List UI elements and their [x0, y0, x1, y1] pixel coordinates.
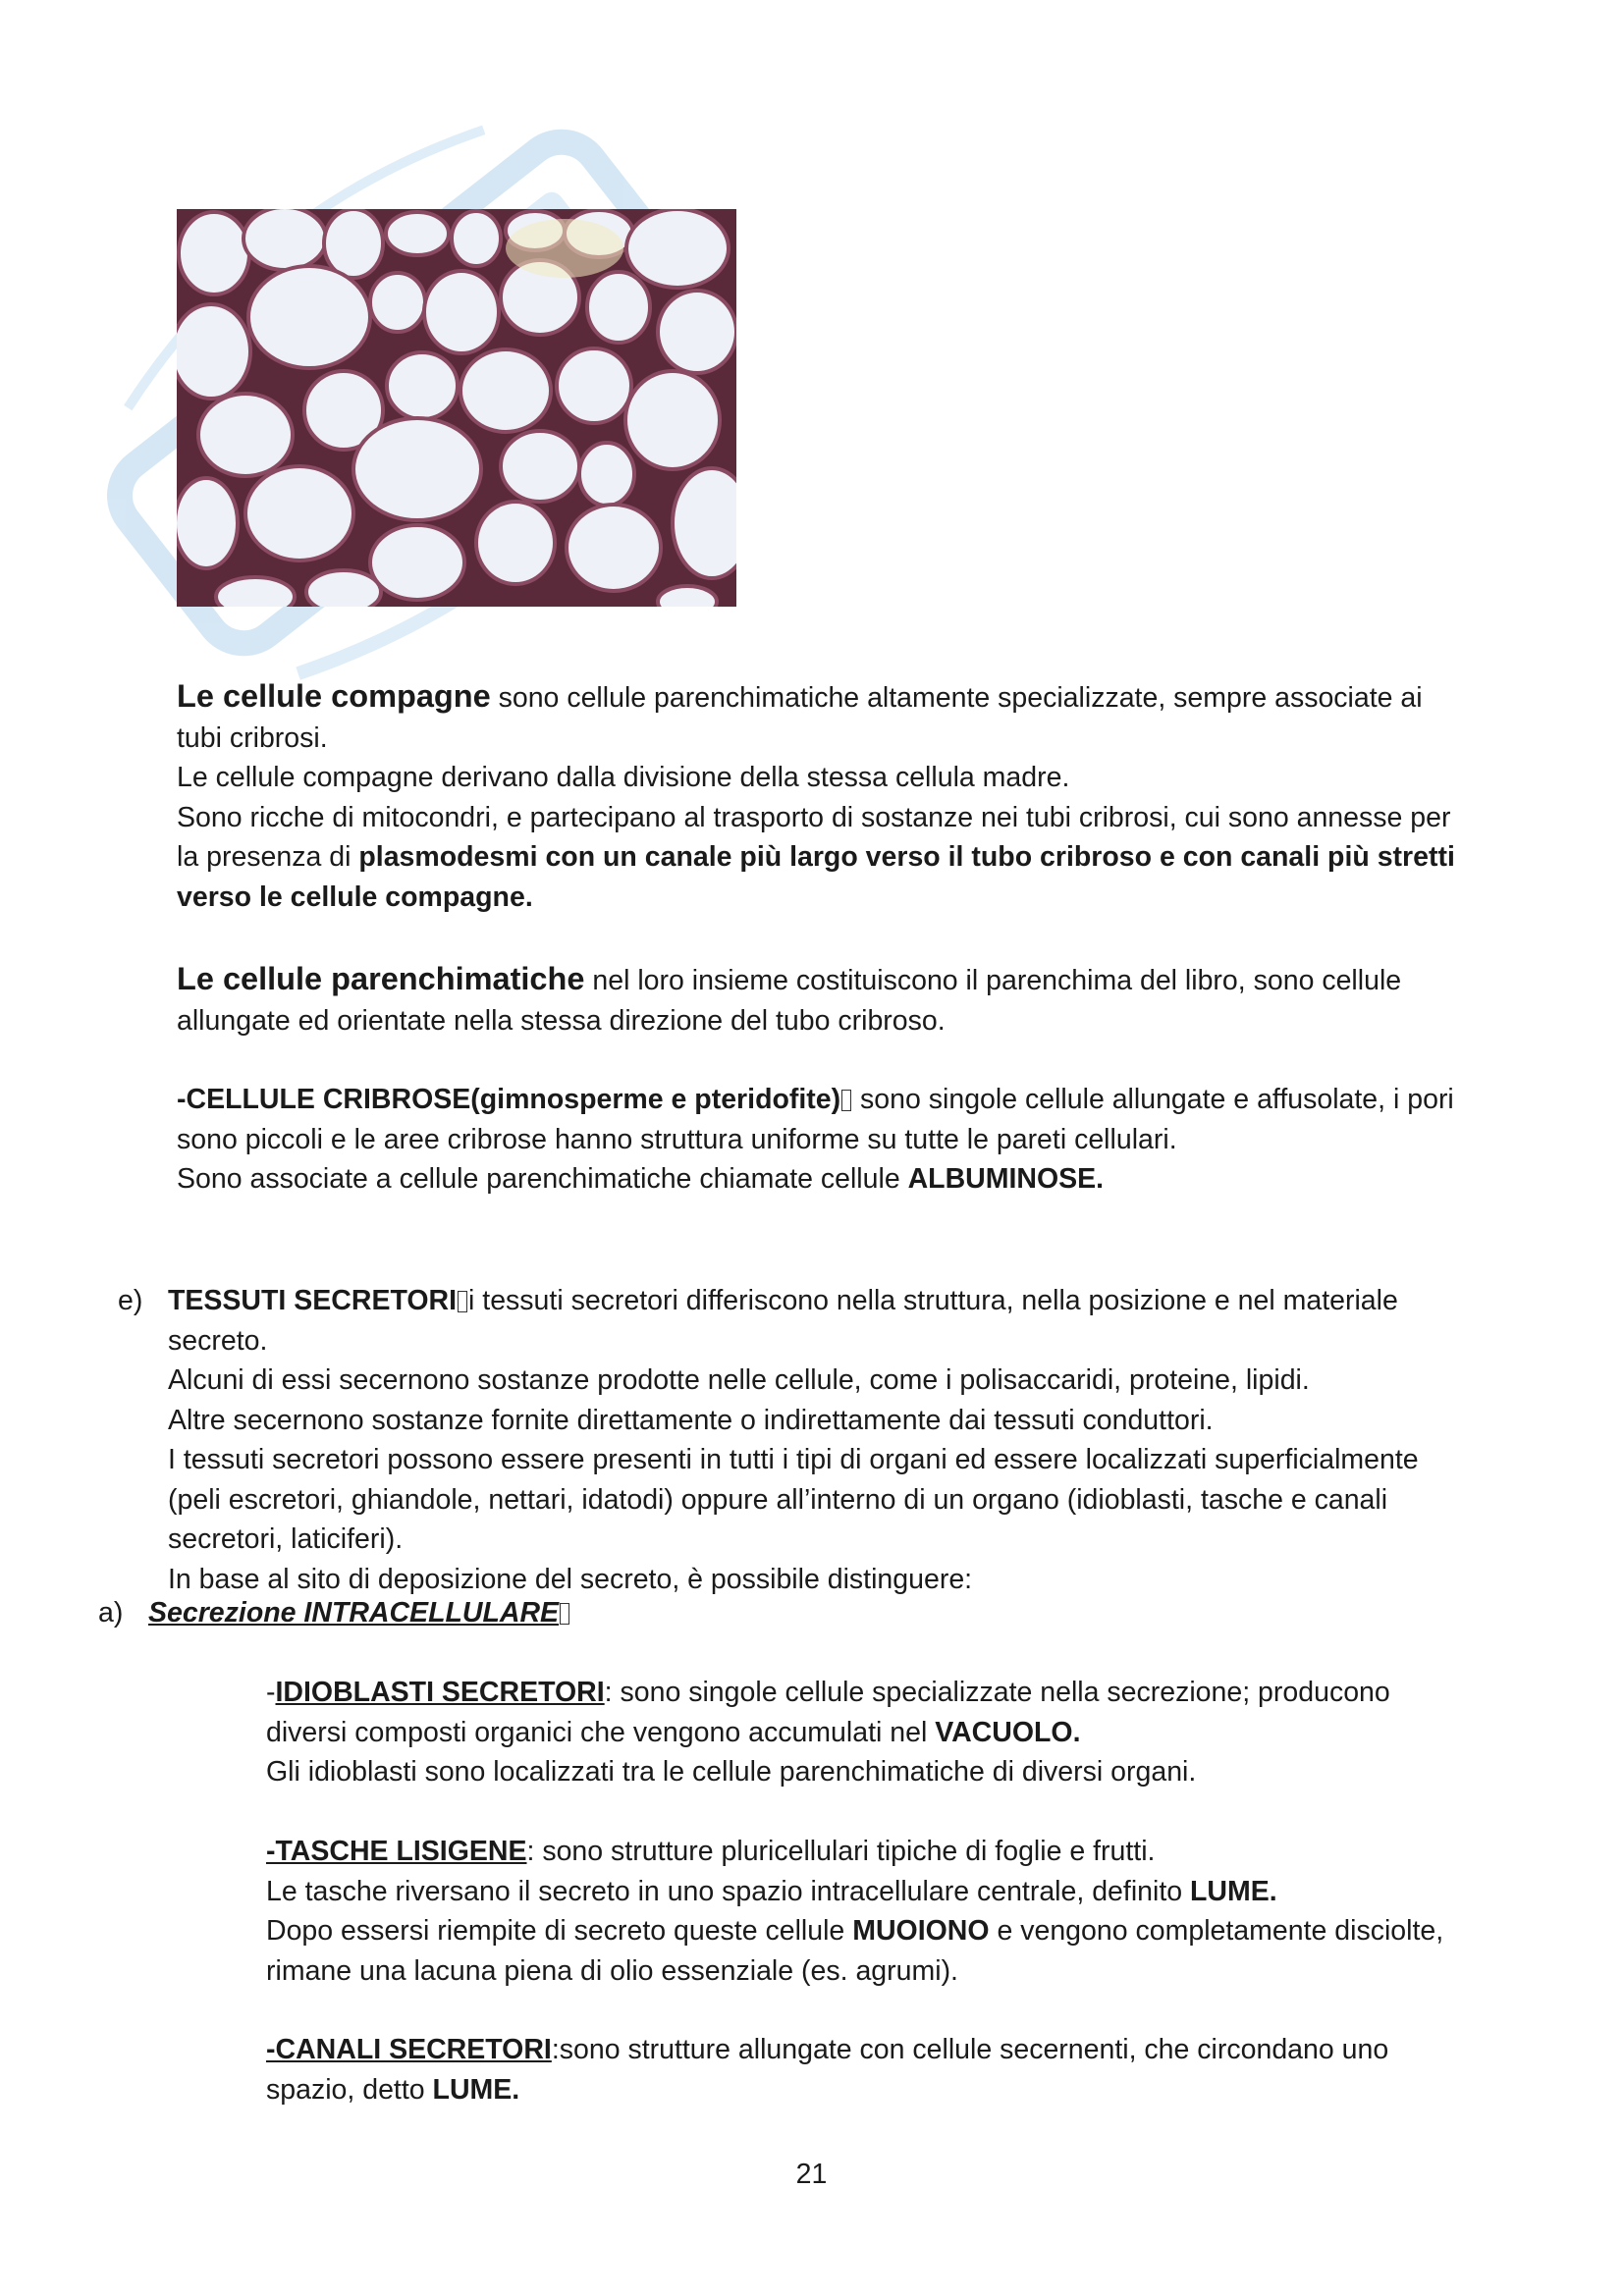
text-line: sono piccoli e le aree cribrose hanno struttura uniforme su tutte le pareti cellulari.	[177, 1123, 1177, 1155]
text-line: Altre secernono sostanze fornite direttamente o indirettamente dai tessuti conduttori.	[168, 1404, 1214, 1436]
text-line: Dopo essersi riempite di secreto queste cellule	[266, 1915, 853, 1947]
text-line: (peli escretori, ghiandole, nettari, idatodi) oppure all’interno di un organo (idioblasti, tasche e canali	[168, 1483, 1388, 1516]
term-idioblasti-secretori: IDIOBLASTI SECRETORI	[275, 1677, 605, 1708]
bold-text: MUOIONO	[852, 1915, 990, 1947]
bold-text: LUME.	[1190, 1875, 1277, 1907]
term-tasche-lisigene: -TASCHE LISIGENE	[266, 1836, 527, 1867]
text-line: secreto.	[168, 1324, 268, 1357]
parenchyma-micrograph	[177, 209, 736, 607]
bold-text: ALBUMINOSE.	[907, 1163, 1105, 1195]
bold-text: LUME.	[432, 2073, 520, 2106]
paragraph-cellule-parenchimatiche	[177, 959, 1571, 1041]
paragraph-idioblasti	[266, 1673, 1572, 1792]
term-cellule-compagne: Le cellule compagne	[177, 678, 491, 714]
term-cellule-parenchimatiche: Le cellule parenchimatiche	[177, 961, 585, 996]
bold-text: VACUOLO.	[935, 1716, 1081, 1748]
text-line: In base al sito di deposizione del secreto, è possibile distinguere:	[168, 1563, 973, 1595]
subsection-title: Secrezione INTRACELLULARE	[148, 1597, 560, 1629]
text-line: diversi composti organici che vengono accumulati nel	[266, 1716, 936, 1748]
missing-glyph-icon	[560, 1603, 569, 1625]
text-line: : sono singole cellule specializzate nella secrezione; producono	[604, 1677, 1390, 1708]
text-line: Alcuni di essi secernono sostanze prodotte nelle cellule, come i polisaccaridi, proteine, lipidi.	[168, 1364, 1310, 1396]
text-line: allungate ed orientate nella stessa direzione del tubo cribroso.	[177, 1004, 946, 1037]
text-line: i tessuti secretori differiscono nella struttura, nella posizione e nel materiale	[468, 1285, 1398, 1316]
bold-text: plasmodesmi con un canale più largo verso il tubo cribroso e con canali più stretti	[358, 841, 1455, 873]
text-line: -	[266, 1677, 276, 1708]
text-line: sono cellule parenchimatiche altamente specializzate, sempre associate ai	[490, 682, 1423, 714]
text-line: Le tasche riversano il secreto in uno spazio intracellulare centrale, definito	[266, 1875, 1191, 1907]
text-line: tubi cribrosi.	[177, 721, 328, 754]
term-cellule-cribrose: -CELLULE CRIBROSE(gimnosperme e pteridofite)	[177, 1084, 841, 1115]
text-line: Sono ricche di mitocondri, e partecipano al trasporto di sostanze nei tubi cribrosi, cui sono annesse per	[177, 801, 1451, 833]
text-line: e vengono completamente disciolte,	[989, 1915, 1444, 1947]
paragraph-cellule-cribrose	[177, 1080, 1571, 1200]
missing-glyph-icon	[841, 1090, 851, 1111]
list-marker: e)	[118, 1285, 143, 1316]
list-marker: a)	[98, 1597, 124, 1629]
paragraph-cellule-compagne	[177, 676, 1571, 917]
text-line: rimane una lacuna piena di olio essenziale (es. agrumi).	[266, 1954, 958, 1987]
term-canali-secretori: -CANALI SECRETORI	[266, 2034, 552, 2065]
paragraph-canali-secretori	[266, 2030, 1572, 2109]
missing-glyph-icon	[458, 1291, 467, 1312]
text-line: : sono strutture pluricellulari tipiche di foglie e frutti.	[526, 1836, 1156, 1867]
text-line: la presenza di	[177, 841, 359, 873]
text-line: Le cellule compagne derivano dalla divisione della stessa cellula madre.	[177, 762, 1070, 793]
text-line: sono singole cellule allungate e affusolate, i pori	[852, 1084, 1454, 1115]
text-line: I tessuti secretori possono essere presenti in tutti i tipi di organi ed essere localizzati superficialmente	[168, 1444, 1419, 1475]
text-line: Sono associate a cellule parenchimatiche chiamate cellule	[177, 1163, 908, 1195]
text-line: secretori, laticiferi).	[168, 1523, 404, 1555]
text-line: spazio, detto	[266, 2073, 433, 2106]
text-line: nel loro insieme costituiscono il parenchima del libro, sono cellule	[584, 965, 1402, 996]
term-tessuti-secretori: TESSUTI SECRETORI	[168, 1285, 458, 1316]
page-number: 21	[795, 2159, 828, 2190]
bold-text: verso le cellule compagne.	[177, 881, 533, 913]
paragraph-tasche-lisigene	[266, 1832, 1572, 1991]
text-line: :sono strutture allungate con cellule secernenti, che circondano uno	[551, 2034, 1389, 2065]
text-line: Gli idioblasti sono localizzati tra le cellule parenchimatiche di diversi organi.	[266, 1756, 1197, 1788]
